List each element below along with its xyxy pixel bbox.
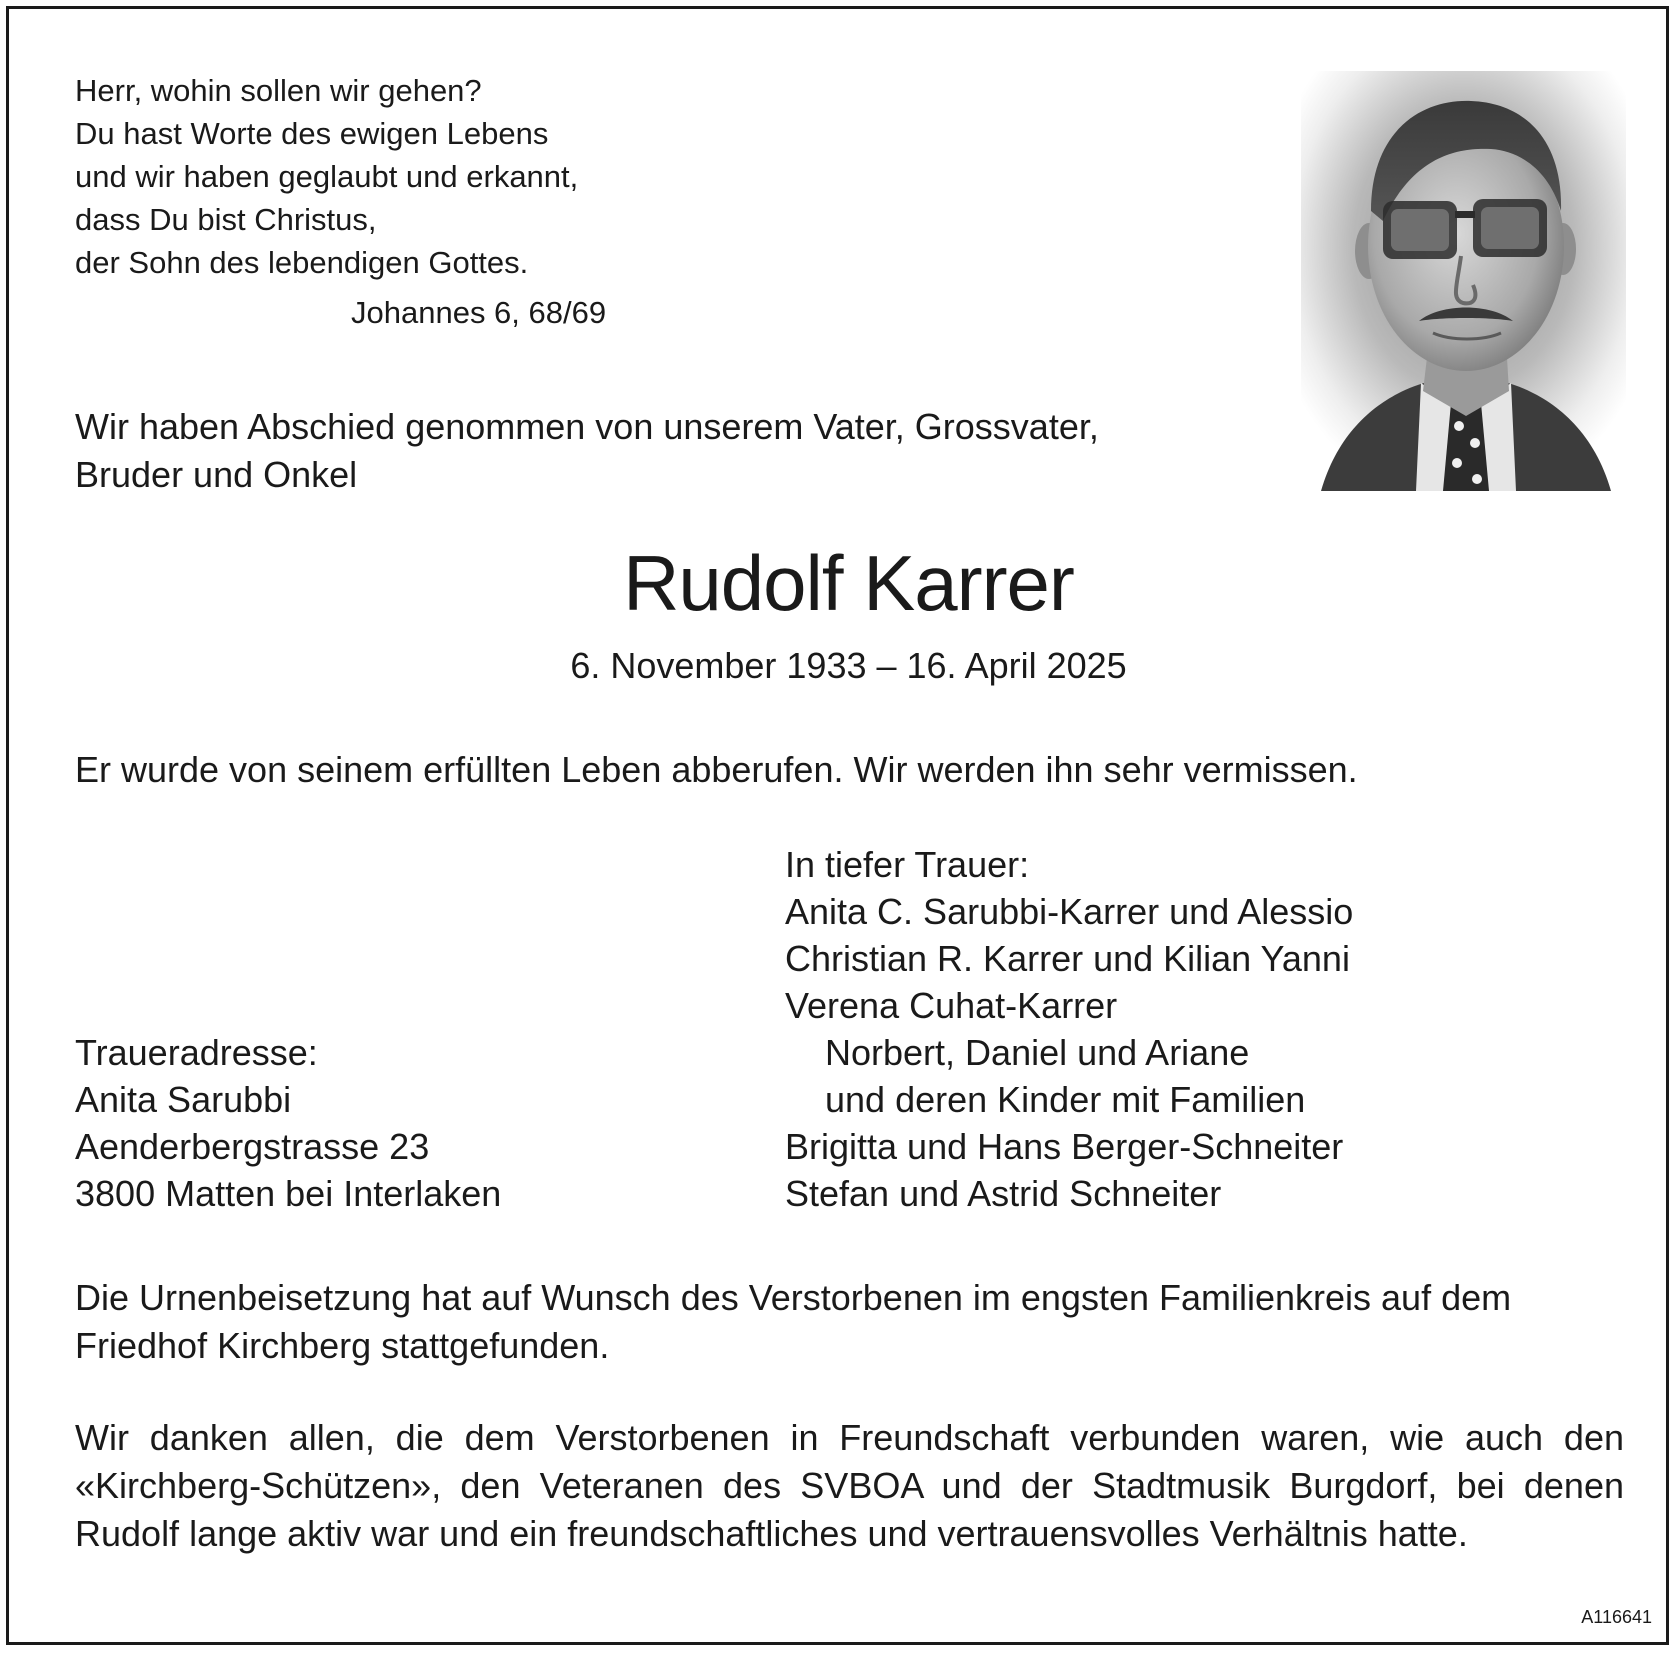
mourner-name: Anita C. Sarubbi-Karrer und Alessio bbox=[785, 891, 1354, 932]
intro-text bbox=[75, 403, 1099, 499]
address-city: 3800 Matten bei Interlaken bbox=[75, 1173, 502, 1214]
mourner-name: Christian R. Karrer und Kilian Yanni bbox=[785, 938, 1350, 979]
address-label: Traueradresse: bbox=[75, 1032, 318, 1073]
mourner-name: und deren Kinder mit Familien bbox=[825, 1079, 1306, 1120]
portrait-photo bbox=[1301, 71, 1626, 491]
deceased-name: Rudolf Karrer bbox=[623, 539, 1074, 627]
thanks-text: Wir danken allen, die dem Verstorbenen in Freundschaft verbunden waren, wie auch den «Kirchberg-Schützen», den Veteranen des SVBOA und der Stadtmusik Burgdorf, bei denen Rudolf lange aktiv war und ein freundschaftliches und vertrauensvolles Verhältnis hatte. bbox=[75, 1417, 1624, 1554]
bible-verse bbox=[75, 69, 578, 284]
obituary-frame bbox=[6, 6, 1669, 1645]
verse-reference: Johannes 6, 68/69 bbox=[351, 295, 607, 330]
life-dates: 6. November 1933 – 16. April 2025 bbox=[570, 645, 1127, 686]
mourners-heading: In tiefer Trauer: bbox=[785, 844, 1030, 885]
verse-line: Herr, wohin sollen wir gehen? bbox=[75, 73, 482, 108]
mourner-name: Brigitta und Hans Berger-Schneiter bbox=[785, 1126, 1344, 1167]
address-street: Aenderbergstrasse 23 bbox=[75, 1126, 430, 1167]
intro-line: Wir haben Abschied genommen von unserem Vater, Grossvater, bbox=[75, 406, 1099, 447]
ad-reference-code: A116641 bbox=[1581, 1607, 1652, 1627]
mourners-list bbox=[785, 841, 1353, 1217]
mourning-address bbox=[75, 1029, 501, 1217]
verse-line: Du hast Worte des ewigen Lebens bbox=[75, 116, 549, 151]
mourner-name: Verena Cuhat-Karrer bbox=[785, 985, 1118, 1026]
burial-notice: Die Urnenbeisetzung hat auf Wunsch des Verstorbenen im engsten Familienkreis auf dem Friedhof Kirchberg stattgefunden. bbox=[75, 1277, 1512, 1366]
address-name: Anita Sarubbi bbox=[75, 1079, 292, 1120]
mourner-name: Norbert, Daniel und Ariane bbox=[825, 1032, 1250, 1073]
verse-line: der Sohn des lebendigen Gottes. bbox=[75, 245, 529, 280]
verse-line: dass Du bist Christus, bbox=[75, 202, 377, 237]
intro-line: Bruder und Onkel bbox=[75, 454, 358, 495]
mourner-name: Stefan und Astrid Schneiter bbox=[785, 1173, 1222, 1214]
statement-text: Er wurde von seinem erfüllten Leben abberufen. Wir werden ihn sehr vermissen. bbox=[75, 749, 1358, 790]
verse-line: und wir haben geglaubt und erkannt, bbox=[75, 159, 579, 194]
